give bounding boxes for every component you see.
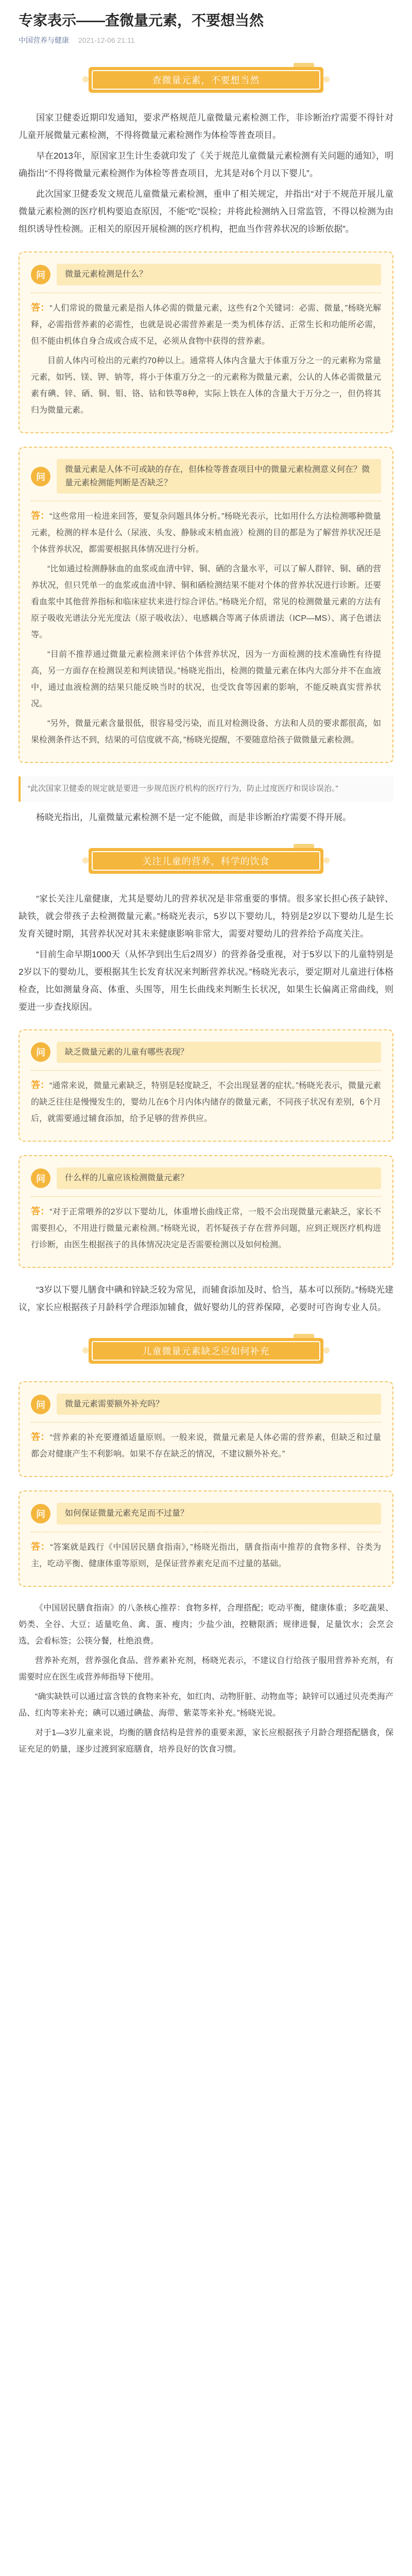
- paragraph: “3岁以下婴儿膳食中碘和锌缺乏较为常见，而辅食添加及时、恰当，基本可以预防。”杨晓光建议，家长应根据孩子月龄科学合理添加辅食，做好婴幼儿的营养保障，必要时可咨询专业人员。: [19, 1284, 393, 1312]
- qa-question: [31, 1394, 381, 1415]
- divider: [31, 1070, 381, 1071]
- banner-dot: [82, 857, 89, 863]
- qa-card: [19, 447, 393, 763]
- question-text: 缺乏微量元素的儿童有哪些表现？: [57, 1042, 381, 1063]
- banner-title: 查微量元素，不要想当然: [92, 70, 320, 90]
- divider: [31, 1196, 381, 1197]
- question-icon: 问: [31, 467, 50, 486]
- qa-answer: [31, 1076, 381, 1127]
- question-text: 微量元素是人体不可或缺的存在，但体检等普查项目中的微量元素检测意义何在？微量元素检测能判断是否缺乏？: [57, 459, 381, 494]
- answer-label: 答：: [31, 1541, 50, 1552]
- answer-paragraph: “比如通过检测静脉血的血浆或血清中锌、铜、硒的含量水平，可以了解人群锌、铜、硒的营养状况，但只凭单一的血浆或血清中锌、铜和硒检测结果不能对个体的营养状况进行诊断。还要看血浆中其他营养指标和临床症状来进行综合评估。”杨晓光介绍，常见的检测微量元素的方法有原子吸收光谱法分光光度法（原子吸收法）、电感耦合等离子体质谱法（ICP—MS）、离子色谱法等。: [31, 565, 381, 640]
- paragraph: “目前生命早期1000天（从怀孕到出生后2周岁）的营养备受重视，对于5岁以下的儿童特别是2岁以下的婴幼儿，要根据其生长发育状况来判断营养状况。”杨晓光表示，要定期对儿童进行体格检查，比如测量身高、体重、头围等，用生长曲线来判断生长状况，如果生长偏离正常曲线，则要进一步查找原因。: [19, 949, 393, 1012]
- banner-dot: [82, 1347, 89, 1353]
- banner-title: 关注儿童的营养，科学的饮食: [92, 851, 320, 871]
- section-banner: [82, 63, 330, 97]
- answer-paragraph: “目前不推荐通过微量元素检测来评估个体营养状况，因为一方面检测的技术准确性有待提高，另一方面存在检测误差和判读错误。”杨晓光指出，检测的微量元素在体内大部分并不在血液中，通过血液检测的结果只能反映当时的状况，也受饮食等因素的影响，不能反映真实营养状况。: [31, 650, 381, 709]
- answer-label: 答：: [31, 1206, 50, 1216]
- qa-card: [19, 1381, 393, 1478]
- question-icon: 问: [31, 1168, 50, 1188]
- question-text: 微量元素需要额外补充吗？: [57, 1394, 381, 1415]
- quote-block: “此次国家卫健委的规定就是要进一步规范医疗机构的医疗行为，防止过度医疗和误诊误治。”: [19, 776, 393, 802]
- qa-question: [31, 459, 381, 494]
- banner-box: [89, 1338, 323, 1364]
- qa-question: [31, 1042, 381, 1063]
- qa-question: [31, 264, 381, 285]
- qa-answer: [31, 506, 381, 749]
- qa-question: [31, 1167, 381, 1189]
- answer-text: “这些常用一检进来回答，要复杂问题具体分析。”杨晓光表示，比如用什么方法检测哪种微量元素，检测的样本是什么（尿液、头发、静脉或末梢血液）检测的目的都是为了解营养状况还是个体营养状况，都需要根据具体情况进行分析。: [31, 512, 381, 554]
- paragraph: 营养补充剂，营养强化食品、营养素补充剂，杨晓光表示，不建议自行给孩子服用营养补充剂，有需要时应在医生或营养师指导下使用。: [19, 1656, 393, 1682]
- paragraph: 对于1—3岁儿童来说，均衡的膳食结构是营养的重要来源，家长应根据孩子月龄合理搭配膳食，保证充足的奶量，逐步过渡到家庭膳食，培养良好的饮食习惯。: [19, 1728, 393, 1754]
- question-icon: 问: [31, 265, 50, 284]
- section-banner: [82, 844, 330, 878]
- qa-card: [19, 1155, 393, 1268]
- answer-text: “通常来说，微量元素缺乏，特别是轻度缺乏，不会出现显著的症状。”杨晓光表示，微量元素的缺乏往往是慢慢发生的，婴幼儿在6个月内体内储存的微量元素，不同孩子状况有差别，6个月后，就需要通过辅食添加，给予足够的营养供应。: [31, 1081, 381, 1124]
- qa-answer: [31, 1537, 381, 1572]
- answer-text: “答案就是践行《中国居民膳食指南》，”杨晓光指出，膳食指南中推荐的食物多样、谷类为主，吃动平衡、健康体重等原则，是保证营养素充足而不过量的基础。: [31, 1543, 381, 1569]
- question-text: 如何保证微量元素充足而不过量？: [57, 1503, 381, 1524]
- question-icon: 问: [31, 1504, 50, 1523]
- section-banner: [82, 1334, 330, 1368]
- question-text: 微量元素检测是什么？: [57, 264, 381, 285]
- article-meta: [19, 35, 393, 45]
- answer-label: 答：: [31, 302, 50, 313]
- paragraph: “确实缺铁可以通过富含铁的食物来补充，如红肉、动物肝脏、动物血等；缺锌可以通过贝壳类海产品、红肉等来补充；碘可以通过碘盐、海带、紫菜等来补充。”杨晓光说。: [19, 1692, 393, 1718]
- publish-date: 2021-12-06 21:11: [78, 36, 135, 45]
- answer-paragraph: 目前人体内可检出的元素约70种以上。通常将人体内含量大于体重万分之一的元素称为常量元素，如钙、镁、钾、钠等，将小于体重万分之一的元素称为微量元素，公认的人体必需微量元素有碘、锌、硒、铜、钼、铬、钴和铁等8种，实际上铁在人体的含量大于万分之一，但仍将其归为微量元素。: [31, 356, 381, 415]
- banner-dot: [323, 76, 330, 82]
- question-icon: 问: [31, 1042, 50, 1062]
- paragraph: 此次国家卫健委发文规范儿童微量元素检测，重申了相关规定，并指出“对于不规范开展儿童微量元素检测的医疗机构要追查原因，不能“吃”误检；并将此检测纳入日常监管，不得以检测为由组织诱导性检测。正相关的原因开展检测的医疗机构，把血当作营养状况的诊断依据”。: [19, 189, 393, 234]
- answer-text: “营养素的补充要遵循适量原则。一般来说，微量元素是人体必需的营养素，但缺乏和过量都会对健康产生不利影响。如果不存在缺乏的情况，不建议额外补充。”: [31, 1433, 381, 1459]
- answer-text: “人们常说的微量元素是指人体必需的微量元素，这些有2个关键词：必需、微量，”杨晓光解释，必需指营养素的必需性，也就是说必需营养素是一类为机体存活、正常生长和功能所必需，但不能由机体自身合成或合成不足，必须从食物中获得的营养素。: [31, 303, 382, 346]
- answer-text: “对于正常喂养的2岁以下婴幼儿，体重增长曲线正常，一般不会出现微量元素缺乏，家长不需要担心，不用进行微量元素检测。”杨晓光说，若怀疑孩子存在营养问题，应到正规医疗机构进行诊断，由医生根据孩子的具体情况决定是否需要检测以及如何检测。: [31, 1207, 382, 1249]
- article-title: 专家表示——查微量元素，不要想当然: [19, 12, 264, 28]
- qa-card: [19, 1029, 393, 1142]
- answer-label: 答：: [31, 511, 50, 521]
- paragraph: 国家卫健委近期印发通知，要求严格规范儿童微量元素检测工作，非诊断治疗需要不得针对儿童开展微量元素检测，不得将微量元素检测作为体检等普查项目。: [19, 113, 393, 141]
- paragraph: 《中国居民膳食指南》的八条核心推荐：食物多样，合理搭配；吃动平衡，健康体重；多吃蔬果、奶类、全谷、大豆；适量吃鱼、禽、蛋、瘦肉；少盐少油，控糖限酒；规律进餐，足量饮水；会烹会选，会看标签；公筷分餐，杜绝浪费。: [19, 1604, 393, 1646]
- answer-label: 答：: [31, 1080, 50, 1091]
- qa-answer: [31, 1202, 381, 1253]
- qa-question: [31, 1503, 381, 1524]
- author-link[interactable]: 中国营养与健康: [19, 36, 69, 45]
- paragraph: “家长关注儿童健康，尤其是婴幼儿的营养状况是非常重要的事情。很多家长担心孩子缺锌、缺铁，就会带孩子去检测微量元素。”杨晓光表示，5岁以下婴幼儿，特别是2岁以下婴幼儿是生长发育关键时期，其营养状况对其未来健康影响非常大，需要对婴幼儿的营养给予高度关注。: [19, 893, 393, 939]
- qa-card: [19, 251, 393, 433]
- banner-dot: [82, 76, 89, 82]
- answer-paragraph: “另外，微量元素含量很低，很容易受污染，而且对检测设备、方法和人员的要求都很高，如果检测条件达不到，结果的可信度就不高，”杨晓光提醒，不要随意给孩子做微量元素检测。: [31, 719, 381, 745]
- banner-dot: [323, 857, 330, 863]
- banner-dot: [323, 1347, 330, 1353]
- qa-answer: [31, 1428, 381, 1463]
- question-icon: 问: [31, 1395, 50, 1414]
- banner-box: [89, 848, 323, 874]
- banner-box: [89, 67, 323, 93]
- paragraph: 杨晓光指出，儿童微量元素检测不是一定不能做，而是非诊断治疗需要不得开展。: [36, 812, 351, 822]
- answer-label: 答：: [31, 1432, 50, 1443]
- qa-answer: [31, 298, 381, 419]
- question-text: 什么样的儿童应该检测微量元素？: [57, 1167, 381, 1189]
- qa-card: [19, 1490, 393, 1587]
- paragraph: 早在2013年，原国家卫生计生委就印发了《关于规范儿童微量元素检测有关问题的通知》，明确指出“不得将微量元素检测作为体检等普查项目，尤其是对6个月以下婴儿”。: [19, 151, 393, 179]
- banner-title: 儿童微量元素缺乏应如何补充: [92, 1341, 320, 1361]
